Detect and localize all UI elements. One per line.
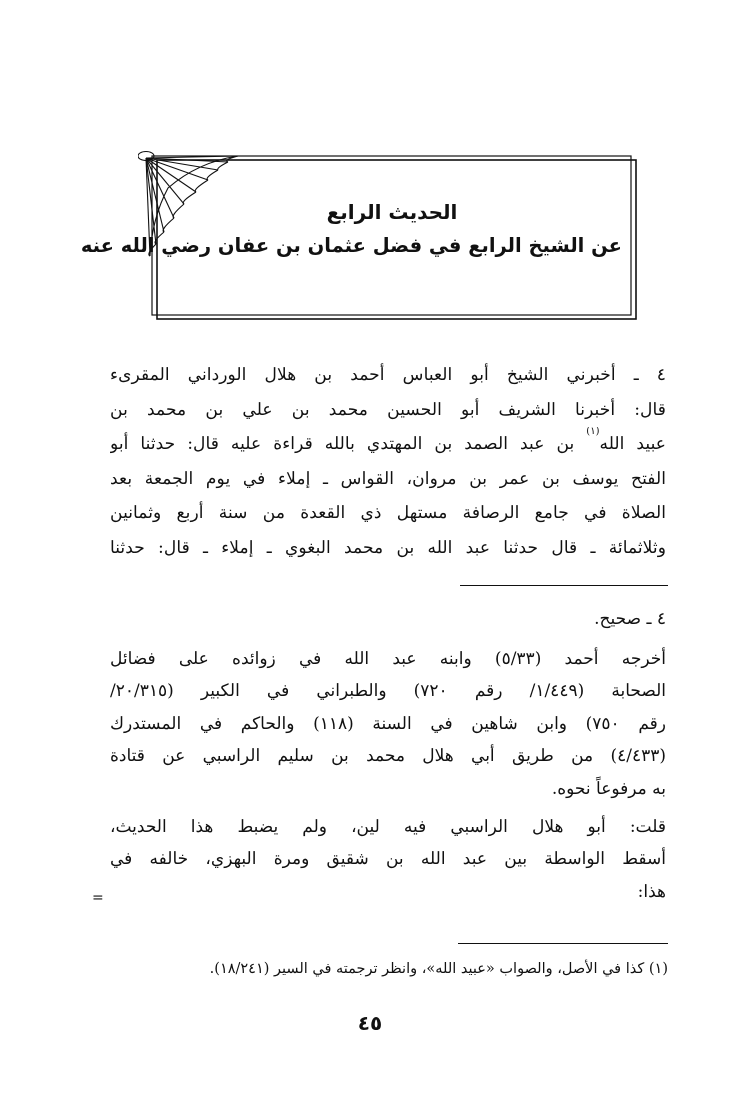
- text-segment: بن عبد الصمد بن المهتدي بالله قراءة عليه قال: حدثنا أبو: [110, 434, 587, 455]
- note-line: رقم ٧٥٠) وابن شاهين في السنة (١١٨) والحاكم في المستدرك: [110, 713, 666, 734]
- note-line: به مرفوعاً نحوه.: [551, 778, 666, 799]
- takhrij-notes: [110, 643, 666, 908]
- chapter-title: الحديث الرابع: [326, 200, 458, 224]
- text-line: وثلاثمائة ـ قال حدثنا عبد الله بن محمد البغوي ـ إملاء ـ قال: حدثنا: [110, 537, 666, 558]
- text-line: الصلاة في جامع الرصافة مستهل ذي القعدة من سنة أربع وثمانين: [110, 503, 666, 524]
- note-line: (٤/٤٣٣) من طريق أبي هلال محمد بن سليم الراسبي عن قتادة: [110, 746, 666, 767]
- text-line: ٤ ـ أخبرني الشيخ أبو العباس أحمد بن هلال الورداني المقرىء: [110, 365, 666, 385]
- note-line: قلت: أبو هلال الراسبي فيه لين، ولم يضبط هذا الحديث،: [110, 816, 666, 837]
- section-divider: [460, 585, 668, 586]
- text-segment: عبيد الله: [599, 434, 666, 455]
- note-line: أسقط الواسطة بين عبد الله بن شقيق ومرة البهزي، خالفه في: [110, 849, 666, 870]
- note-heading: ٤ ـ صحيح.: [594, 609, 666, 629]
- footnote-divider: [458, 943, 668, 944]
- footnote-ref: (١): [586, 427, 600, 438]
- note-line: أخرجه أحمد (٥/٣٣) وابنه عبد الله في زوائده على فضائل: [110, 649, 666, 669]
- note-line: الصحابة (١/٤٤٩/ رقم ٧٢٠) والطبراني في الكبير (٢٠/٣١٥/: [110, 681, 666, 702]
- continuation-mark: =: [92, 890, 104, 906]
- footnote: (١) كذا في الأصل، والصواب «عبيد الله»، وانظر ترجمته في السير (١٨/٢٤١).: [209, 961, 668, 977]
- note-line: هذا:: [637, 881, 666, 902]
- hadith-text: [110, 358, 666, 566]
- text-line: الفتح يوسف بن عمر بن مروان، القواس ـ إملاء في يوم الجمعة بعد: [110, 468, 666, 489]
- text-line: قال: أخبرنا الشريف أبو الحسين محمد بن علي بن محمد بن: [110, 399, 666, 420]
- page-number: ٤٥: [357, 1011, 383, 1035]
- text-line: [110, 427, 666, 462]
- chapter-subtitle: عن الشيخ الرابع في فضل عثمان بن عفان رضي الله عنه: [80, 234, 622, 257]
